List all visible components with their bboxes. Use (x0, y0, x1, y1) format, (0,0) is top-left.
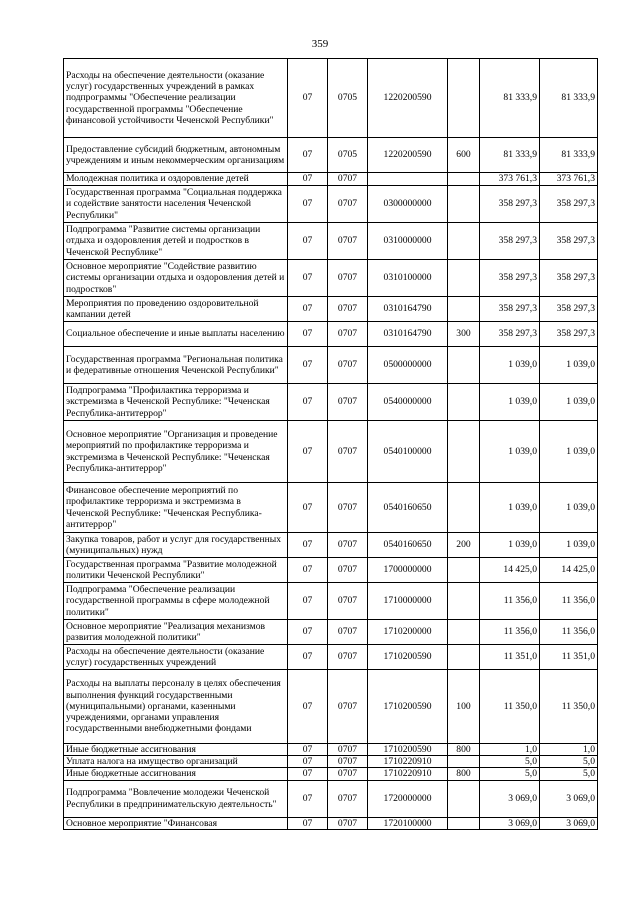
section-code-cell: 07 (288, 583, 328, 620)
table-row (64, 756, 598, 768)
subsection-code-cell: 0707 (328, 173, 368, 186)
section-code-cell: 07 (288, 558, 328, 583)
subsection-code-cell: 0707 (328, 768, 368, 780)
section-code-cell: 07 (288, 186, 328, 223)
row-name-cell: Молодежная политика и оздоровление детей (64, 173, 288, 186)
amount-cell: 5,0 (480, 768, 540, 780)
section-code-cell: 07 (288, 59, 328, 138)
target-article-cell: 0540160650 (368, 533, 448, 558)
expense-type-cell: 100 (448, 670, 480, 744)
subsection-code-cell: 0707 (328, 384, 368, 421)
amount-cell: 11 351,0 (480, 645, 540, 670)
amount-cell: 81 333,9 (540, 59, 598, 138)
section-code-cell: 07 (288, 756, 328, 768)
amount-cell: 373 761,3 (480, 173, 540, 186)
amount-cell: 5,0 (480, 756, 540, 768)
expense-type-cell (448, 620, 480, 645)
subsection-code-cell: 0705 (328, 59, 368, 138)
amount-cell: 1,0 (540, 744, 598, 756)
row-name-cell: Подпрограмма "Развитие системы организации отдыха и оздоровления детей и подростков в Чеченской Республике" (64, 223, 288, 260)
amount-cell: 11 356,0 (540, 620, 598, 645)
table-row (64, 620, 598, 645)
expense-type-cell (448, 780, 480, 817)
expense-type-cell (448, 817, 480, 829)
amount-cell: 358 297,3 (480, 297, 540, 322)
target-article-cell: 1220200590 (368, 59, 448, 138)
section-code-cell: 07 (288, 780, 328, 817)
table-row (64, 173, 598, 186)
subsection-code-cell: 0707 (328, 756, 368, 768)
amount-cell: 358 297,3 (540, 223, 598, 260)
table-row (64, 558, 598, 583)
expense-type-cell (448, 384, 480, 421)
section-code-cell: 07 (288, 138, 328, 173)
amount-cell: 358 297,3 (480, 186, 540, 223)
target-article-cell: 1710200000 (368, 620, 448, 645)
row-name-cell: Основное мероприятие "Финансовая (64, 817, 288, 829)
table-row (64, 347, 598, 384)
row-name-cell: Расходы на выплаты персоналу в целях обеспечения выполнения функций государственными (муниципальными) органами, казенными учреждениями, органами управления государственными внебюджетными фондами (64, 670, 288, 744)
amount-cell: 11 350,0 (480, 670, 540, 744)
section-code-cell: 07 (288, 483, 328, 533)
row-name-cell: Предоставление субсидий бюджетным, автономным учреждениям и иным некоммерческим организациям (64, 138, 288, 173)
amount-cell: 1 039,0 (480, 483, 540, 533)
row-name-cell: Подпрограмма "Обеспечение реализации государственной программы в сфере молодежной политики" (64, 583, 288, 620)
amount-cell: 1 039,0 (540, 421, 598, 483)
expense-type-cell (448, 59, 480, 138)
section-code-cell: 07 (288, 533, 328, 558)
row-name-cell: Основное мероприятие "Реализация механизмов развития молодежной политики" (64, 620, 288, 645)
amount-cell: 1 039,0 (540, 347, 598, 384)
subsection-code-cell: 0707 (328, 297, 368, 322)
target-article-cell: 0540160650 (368, 483, 448, 533)
amount-cell: 1 039,0 (540, 384, 598, 421)
subsection-code-cell: 0707 (328, 347, 368, 384)
expense-type-cell (448, 756, 480, 768)
target-article-cell: 1710000000 (368, 583, 448, 620)
expense-type-cell (448, 483, 480, 533)
row-name-cell: Иные бюджетные ассигнования (64, 768, 288, 780)
row-name-cell: Финансовое обеспечение мероприятий по профилактике терроризма и экстремизма в Чеченской Республике: "Чеченская Республика-антитеррор" (64, 483, 288, 533)
amount-cell: 3 069,0 (480, 780, 540, 817)
amount-cell: 14 425,0 (540, 558, 598, 583)
table-row (64, 186, 598, 223)
expense-type-cell: 200 (448, 533, 480, 558)
section-code-cell: 07 (288, 384, 328, 421)
table-row (64, 138, 598, 173)
target-article-cell: 0310000000 (368, 223, 448, 260)
section-code-cell: 07 (288, 297, 328, 322)
expense-type-cell (448, 421, 480, 483)
row-name-cell: Государственная программа "Развитие молодежной политики Чеченской Республики" (64, 558, 288, 583)
subsection-code-cell: 0707 (328, 223, 368, 260)
amount-cell: 11 356,0 (480, 583, 540, 620)
target-article-cell: 1710200590 (368, 670, 448, 744)
expense-type-cell (448, 583, 480, 620)
amount-cell: 1 039,0 (540, 533, 598, 558)
amount-cell: 358 297,3 (540, 297, 598, 322)
target-article-cell: 0500000000 (368, 347, 448, 384)
section-code-cell: 07 (288, 223, 328, 260)
expense-type-cell: 300 (448, 322, 480, 347)
target-article-cell: 0310100000 (368, 260, 448, 297)
target-article-cell: 0540000000 (368, 384, 448, 421)
table-row (64, 645, 598, 670)
amount-cell: 81 333,9 (480, 138, 540, 173)
amount-cell: 1 039,0 (480, 421, 540, 483)
amount-cell: 358 297,3 (540, 260, 598, 297)
table-row (64, 780, 598, 817)
subsection-code-cell: 0707 (328, 670, 368, 744)
amount-cell: 358 297,3 (540, 322, 598, 347)
amount-cell: 81 333,9 (540, 138, 598, 173)
table-row (64, 533, 598, 558)
expense-type-cell: 800 (448, 768, 480, 780)
expense-type-cell (448, 645, 480, 670)
page-number: 359 (311, 38, 329, 50)
expense-type-cell (448, 223, 480, 260)
amount-cell: 3 069,0 (480, 817, 540, 829)
amount-cell: 1,0 (480, 744, 540, 756)
amount-cell: 5,0 (540, 768, 598, 780)
table-row (64, 223, 598, 260)
amount-cell: 1 039,0 (480, 347, 540, 384)
table-row (64, 384, 598, 421)
target-article-cell: 1220200590 (368, 138, 448, 173)
amount-cell: 3 069,0 (540, 817, 598, 829)
amount-cell: 358 297,3 (480, 260, 540, 297)
table-row (64, 421, 598, 483)
section-code-cell: 07 (288, 670, 328, 744)
section-code-cell: 07 (288, 260, 328, 297)
row-name-cell: Подпрограмма "Профилактика терроризма и экстремизма в Чеченской Республике: "Чеченская Республика-антитеррор" (64, 384, 288, 421)
expense-type-cell (448, 173, 480, 186)
amount-cell: 11 356,0 (480, 620, 540, 645)
amount-cell: 358 297,3 (480, 223, 540, 260)
target-article-cell: 1710220910 (368, 756, 448, 768)
row-name-cell: Основное мероприятие "Организация и проведение мероприятий по профилактике терроризма и экстремизма в Чеченской Республике: "Чеченская Республика-антитеррор" (64, 421, 288, 483)
subsection-code-cell: 0707 (328, 483, 368, 533)
section-code-cell: 07 (288, 744, 328, 756)
subsection-code-cell: 0707 (328, 645, 368, 670)
row-name-cell: Государственная программа "Социальная поддержка и содействие занятости населения Чеченской Республики" (64, 186, 288, 223)
row-name-cell: Мероприятия по проведению оздоровительной кампании детей (64, 297, 288, 322)
row-name-cell: Уплата налога на имущество организаций (64, 756, 288, 768)
section-code-cell: 07 (288, 322, 328, 347)
target-article-cell: 1700000000 (368, 558, 448, 583)
expense-type-cell (448, 347, 480, 384)
row-name-cell: Иные бюджетные ассигнования (64, 744, 288, 756)
table-body (64, 59, 598, 830)
expense-type-cell (448, 558, 480, 583)
subsection-code-cell: 0707 (328, 558, 368, 583)
amount-cell: 14 425,0 (480, 558, 540, 583)
amount-cell: 373 761,3 (540, 173, 598, 186)
section-code-cell: 07 (288, 421, 328, 483)
subsection-code-cell: 0707 (328, 744, 368, 756)
subsection-code-cell: 0707 (328, 421, 368, 483)
expense-type-cell: 600 (448, 138, 480, 173)
row-name-cell: Государственная программа "Региональная политика и федеративные отношения Чеченской Республики" (64, 347, 288, 384)
row-name-cell: Расходы на обеспечение деятельности (оказание услуг) государственных учреждений в рамках подпрограммы "Обеспечение реализации государственной программы "Обеспечение финансовой устойчивости Чеченской Республики" (64, 59, 288, 138)
amount-cell: 11 351,0 (540, 645, 598, 670)
target-article-cell: 1720000000 (368, 780, 448, 817)
table-row (64, 297, 598, 322)
table-row (64, 768, 598, 780)
subsection-code-cell: 0707 (328, 780, 368, 817)
target-article-cell: 1710200590 (368, 744, 448, 756)
target-article-cell: 0310164790 (368, 297, 448, 322)
section-code-cell: 07 (288, 620, 328, 645)
table-row (64, 260, 598, 297)
target-article-cell (368, 173, 448, 186)
row-name-cell: Социальное обеспечение и иные выплаты населению (64, 322, 288, 347)
amount-cell: 11 356,0 (540, 583, 598, 620)
subsection-code-cell: 0707 (328, 260, 368, 297)
expense-type-cell (448, 297, 480, 322)
table-row (64, 583, 598, 620)
row-name-cell: Основное мероприятие "Содействие развитию системы организации отдыха и оздоровления детей и подростков" (64, 260, 288, 297)
amount-cell: 358 297,3 (480, 322, 540, 347)
subsection-code-cell: 0707 (328, 817, 368, 829)
amount-cell: 81 333,9 (480, 59, 540, 138)
table-row (64, 322, 598, 347)
amount-cell: 5,0 (540, 756, 598, 768)
row-name-cell: Расходы на обеспечение деятельности (оказание услуг) государственных учреждений (64, 645, 288, 670)
target-article-cell: 0310164790 (368, 322, 448, 347)
expense-type-cell: 800 (448, 744, 480, 756)
subsection-code-cell: 0707 (328, 583, 368, 620)
subsection-code-cell: 0707 (328, 620, 368, 645)
target-article-cell: 0540100000 (368, 421, 448, 483)
target-article-cell: 0300000000 (368, 186, 448, 223)
budget-table (63, 58, 598, 830)
section-code-cell: 07 (288, 817, 328, 829)
expense-type-cell (448, 260, 480, 297)
subsection-code-cell: 0707 (328, 186, 368, 223)
subsection-code-cell: 0707 (328, 322, 368, 347)
table-row (64, 670, 598, 744)
section-code-cell: 07 (288, 173, 328, 186)
amount-cell: 1 039,0 (480, 533, 540, 558)
table-row (64, 59, 598, 138)
amount-cell: 1 039,0 (540, 483, 598, 533)
amount-cell: 1 039,0 (480, 384, 540, 421)
expense-type-cell (448, 186, 480, 223)
table-row (64, 483, 598, 533)
amount-cell: 358 297,3 (540, 186, 598, 223)
section-code-cell: 07 (288, 645, 328, 670)
amount-cell: 11 350,0 (540, 670, 598, 744)
target-article-cell: 1710200590 (368, 645, 448, 670)
table-row (64, 817, 598, 829)
subsection-code-cell: 0707 (328, 533, 368, 558)
amount-cell: 3 069,0 (540, 780, 598, 817)
target-article-cell: 1720100000 (368, 817, 448, 829)
section-code-cell: 07 (288, 347, 328, 384)
row-name-cell: Закупка товаров, работ и услуг для государственных (муниципальных) нужд (64, 533, 288, 558)
row-name-cell: Подпрограмма "Вовлечение молодежи Чеченской Республики в предпринимательскую деятельность" (64, 780, 288, 817)
target-article-cell: 1710220910 (368, 768, 448, 780)
subsection-code-cell: 0705 (328, 138, 368, 173)
table-row (64, 744, 598, 756)
section-code-cell: 07 (288, 768, 328, 780)
